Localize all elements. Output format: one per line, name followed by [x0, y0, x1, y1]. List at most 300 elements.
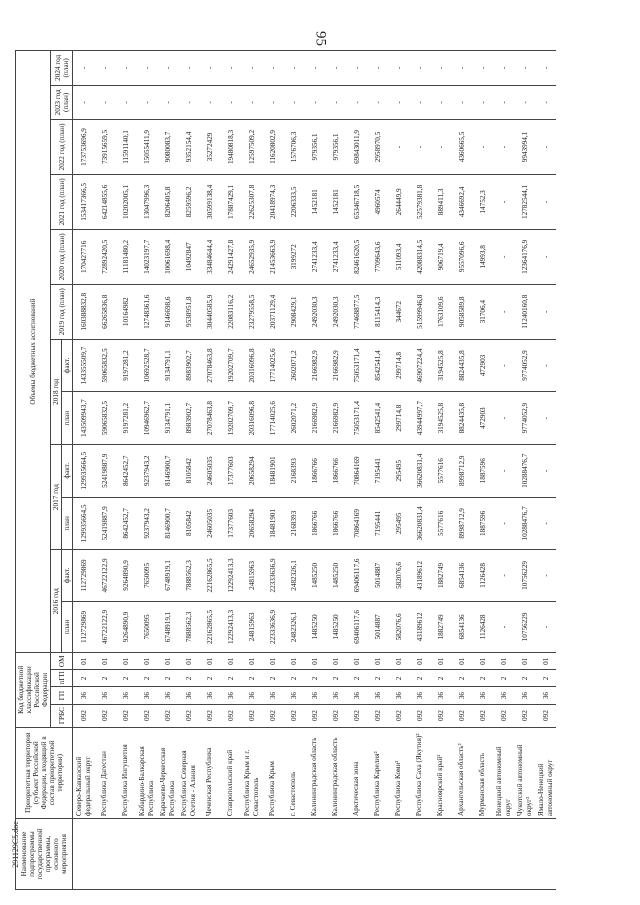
header-2018: 2018 год [51, 339, 62, 444]
cell-value: 10946962,7 [136, 392, 157, 445]
cell-program [157, 819, 178, 890]
cell-grbs: 092 [388, 704, 409, 727]
cell-value: 5014887 [367, 601, 388, 652]
cell-om: 01 [493, 653, 514, 670]
cell-value: 75053171,4 [346, 339, 367, 392]
cell-value: 21453663,9 [262, 229, 283, 284]
cell-territory: Ямало-Ненецкий автономный округ [535, 727, 556, 819]
cell-value: 24652935,9 [241, 229, 262, 284]
cell-gp: 36 [283, 687, 304, 704]
cell-value: 8146900,7 [157, 497, 178, 550]
header-2016: 2016 год [51, 550, 62, 653]
header-2016-plan: план [62, 601, 73, 652]
cell-pgp: 2 [472, 670, 493, 687]
document-id: 291129C5.doc [10, 821, 20, 868]
cell-program [241, 819, 262, 890]
cell-territory: Республика Северная Осетия - Алания [178, 727, 199, 819]
cell-value: 1866766 [304, 497, 325, 550]
cell-value: 59065832,5 [94, 392, 115, 445]
cell-value: 19480818,3 [220, 120, 241, 175]
cell-value: 46722122,9 [94, 601, 115, 652]
cell-pgp: 2 [220, 670, 241, 687]
cell-value: 1882749 [430, 601, 451, 652]
table-row [367, 51, 388, 890]
cell-value: 299714,8 [388, 339, 409, 392]
cell-value: 17714025,6 [262, 392, 283, 445]
cell-value: 70864169 [346, 497, 367, 550]
cell-pgp: 2 [304, 670, 325, 687]
cell-gp: 36 [178, 687, 199, 704]
cell-value: - [325, 85, 346, 119]
cell-value: 30599138,4 [199, 174, 220, 229]
cell-value: - [535, 601, 556, 652]
cell-value: - [136, 85, 157, 119]
cell-value: - [535, 85, 556, 119]
cell-value: 17887429,1 [220, 174, 241, 229]
cell-value: 979356,1 [325, 120, 346, 175]
cell-value: 2166982,9 [304, 339, 325, 392]
cell-value: 9774052,9 [514, 392, 535, 445]
header-2018-plan: план [62, 392, 73, 445]
cell-territory: Архангельская область² [451, 727, 472, 819]
cell-value: 472903 [472, 339, 493, 392]
header-2016-fact: факт. [62, 550, 73, 601]
cell-value: 1452181 [325, 174, 346, 229]
cell-value: 69843011,9 [346, 120, 367, 175]
cell-value: - [472, 120, 493, 175]
cell-value: 66265836,8 [94, 284, 115, 339]
cell-value: 18481901 [262, 497, 283, 550]
cell-value: 12597509,2 [241, 120, 262, 175]
cell-value: 17377603 [220, 444, 241, 497]
cell-value: 17714025,6 [262, 339, 283, 392]
cell-value: 511093,4 [388, 229, 409, 284]
cell-value: - [535, 497, 556, 550]
header-2023: 2023 год (план) [51, 85, 73, 119]
cell-pgp: 2 [262, 670, 283, 687]
cell-om: 01 [199, 653, 220, 670]
header-pgp: пГП [51, 670, 73, 687]
table-row [262, 51, 283, 890]
cell-value: 23279558,5 [241, 284, 262, 339]
cell-value: 30440585,9 [199, 284, 220, 339]
cell-value: 43189612 [409, 550, 430, 601]
cell-value: 143355509,7 [73, 339, 95, 392]
cell-value: 8998712,9 [451, 497, 472, 550]
cell-value: 20418974,3 [262, 174, 283, 229]
cell-om: 01 [535, 653, 556, 670]
cell-value: - [220, 85, 241, 119]
cell-value: 12292413,3 [220, 601, 241, 652]
cell-value: 10492847 [178, 229, 199, 284]
table-row [136, 51, 157, 890]
cell-value: 19202709,7 [220, 339, 241, 392]
cell-value: 582076,6 [388, 550, 409, 601]
cell-value: 33484644,4 [199, 229, 220, 284]
cell-value: 14752,3 [472, 174, 493, 229]
table-row [199, 51, 220, 890]
cell-value: 18481901 [262, 444, 283, 497]
cell-value: 1763109,6 [430, 284, 451, 339]
cell-value: 295495 [388, 497, 409, 550]
cell-om: 01 [451, 653, 472, 670]
cell-pgp: 2 [514, 670, 535, 687]
cell-value: - [115, 51, 136, 86]
cell-gp: 36 [262, 687, 283, 704]
cell-value: 160388832,8 [73, 284, 95, 339]
cell-value: 8983902,7 [178, 339, 199, 392]
cell-gp: 36 [220, 687, 241, 704]
cell-value: 9237943,2 [136, 497, 157, 550]
cell-value: - [493, 550, 514, 601]
cell-gp: 36 [472, 687, 493, 704]
cell-pgp: 2 [367, 670, 388, 687]
cell-value: 6748919,1 [157, 550, 178, 601]
cell-gp: 36 [73, 687, 95, 704]
cell-value: 2166982,9 [325, 392, 346, 445]
cell-value: - [304, 51, 325, 86]
header-2021: 2021 год (план) [51, 174, 73, 229]
cell-value: 20658294 [241, 497, 262, 550]
cell-program [493, 819, 514, 890]
cell-value: 43944997,7 [409, 392, 430, 445]
cell-program [514, 819, 535, 890]
cell-value: - [94, 85, 115, 119]
cell-value: 69406117,6 [346, 550, 367, 601]
header-grbs: ГРБС [51, 704, 73, 727]
table-row [472, 51, 493, 890]
cell-value: 7888562,3 [178, 601, 199, 652]
cell-value: 4960574 [367, 174, 388, 229]
cell-value: 582076,6 [388, 601, 409, 652]
cell-grbs: 092 [115, 704, 136, 727]
cell-value: 9146698,6 [157, 284, 178, 339]
cell-om: 01 [220, 653, 241, 670]
cell-gp: 36 [136, 687, 157, 704]
cell-om: 01 [472, 653, 493, 670]
cell-value: 73915659,5 [94, 120, 115, 175]
cell-value: 9943994,1 [514, 120, 535, 175]
cell-om: 01 [304, 653, 325, 670]
cell-value: 295495 [388, 444, 409, 497]
cell-value: 9237943,2 [136, 444, 157, 497]
cell-value: 1576706,3 [283, 120, 304, 175]
cell-value: - [241, 85, 262, 119]
cell-value: 11240160,8 [514, 284, 535, 339]
cell-gp: 36 [388, 687, 409, 704]
cell-value: 9264890,9 [115, 550, 136, 601]
cell-grbs: 092 [199, 704, 220, 727]
cell-value: - [430, 85, 451, 119]
cell-value: - [115, 85, 136, 119]
cell-value: - [493, 392, 514, 445]
cell-value: 10288476,7 [514, 497, 535, 550]
cell-pgp: 2 [73, 670, 95, 687]
cell-value: 170427716 [73, 229, 95, 284]
cell-grbs: 092 [262, 704, 283, 727]
cell-gp: 36 [430, 687, 451, 704]
cell-territory: Республика Дагестан [94, 727, 115, 819]
table-row [346, 51, 367, 890]
cell-value: 59065832,5 [94, 339, 115, 392]
cell-value: - [409, 85, 430, 119]
cell-om: 01 [409, 653, 430, 670]
cell-value: - [178, 85, 199, 119]
cell-om: 01 [430, 653, 451, 670]
cell-value: 52579381,8 [409, 174, 430, 229]
cell-value: 9134791,1 [157, 339, 178, 392]
cell-program [199, 819, 220, 890]
cell-value: 8115414,3 [367, 284, 388, 339]
cell-grbs: 092 [325, 704, 346, 727]
cell-value: - [283, 85, 304, 119]
cell-value: 8105842 [178, 444, 199, 497]
cell-gp: 36 [199, 687, 220, 704]
cell-program [262, 819, 283, 890]
cell-value: 24605035 [199, 444, 220, 497]
cell-pgp: 2 [178, 670, 199, 687]
cell-grbs: 092 [346, 704, 367, 727]
cell-grbs: 092 [493, 704, 514, 727]
cell-value: 27078463,8 [199, 392, 220, 445]
cell-value: - [367, 51, 388, 86]
cell-value: - [535, 229, 556, 284]
cell-value: 72892420,5 [94, 229, 115, 284]
cell-value: 8824435,8 [451, 392, 472, 445]
cell-value: 2482326,1 [283, 601, 304, 652]
cell-pgp: 2 [136, 670, 157, 687]
cell-value: 264449,9 [388, 174, 409, 229]
table-row [283, 51, 304, 890]
cell-value: 70864169 [346, 444, 367, 497]
cell-program [325, 819, 346, 890]
cell-om: 01 [388, 653, 409, 670]
cell-territory: Республика Карелия² [367, 727, 388, 819]
cell-value: 7195441 [367, 444, 388, 497]
cell-value: 65346718,5 [346, 174, 367, 229]
cell-value: - [535, 444, 556, 497]
cell-value: 2206333,5 [283, 174, 304, 229]
table-row [451, 51, 472, 890]
cell-value: - [409, 51, 430, 86]
header-program-name: Наименование подпрограммы государственной программы, основного мероприятия [16, 819, 73, 890]
cell-program [304, 819, 325, 890]
header-volumes: Объемы бюджетных ассигнований [16, 51, 51, 653]
cell-value: 143509943,7 [73, 392, 95, 445]
header-om: ОМ [51, 653, 73, 670]
cell-value: 2958970,5 [367, 120, 388, 175]
cell-value: - [220, 51, 241, 86]
cell-program [535, 819, 556, 890]
cell-value: 7650095 [136, 601, 157, 652]
cell-territory: Чукотский автономный округ² [514, 727, 535, 819]
cell-value: - [493, 444, 514, 497]
cell-value: 24815963 [241, 550, 262, 601]
cell-value: 12292413,3 [220, 550, 241, 601]
cell-value: 46907224,4 [409, 339, 430, 392]
cell-value: 112729869 [73, 601, 95, 652]
cell-value: - [451, 51, 472, 86]
cell-value: 14993,8 [472, 229, 493, 284]
cell-territory: Республика Саха (Якутия)² [409, 727, 430, 819]
cell-value: 19202709,7 [220, 392, 241, 445]
cell-program [409, 819, 430, 890]
cell-value: 9058589,8 [451, 284, 472, 339]
cell-value: 24605035 [199, 497, 220, 550]
cell-grbs: 092 [241, 704, 262, 727]
cell-value: - [73, 85, 95, 119]
cell-value: 20658294 [241, 444, 262, 497]
cell-gp: 36 [115, 687, 136, 704]
cell-om: 01 [73, 653, 95, 670]
table-row [73, 51, 95, 890]
cell-om: 01 [283, 653, 304, 670]
cell-value: - [178, 51, 199, 86]
cell-territory: Мурманская область [472, 727, 493, 819]
cell-value: 10756229 [514, 550, 535, 601]
cell-om: 01 [346, 653, 367, 670]
cell-value: - [388, 85, 409, 119]
cell-value: 2166982,9 [304, 392, 325, 445]
cell-value: 9080083,7 [157, 120, 178, 175]
cell-value: 10756229 [514, 601, 535, 652]
cell-grbs: 092 [514, 704, 535, 727]
cell-value: - [346, 85, 367, 119]
cell-value: 129935664,5 [73, 444, 95, 497]
cell-value: - [94, 51, 115, 86]
cell-gp: 36 [514, 687, 535, 704]
cell-value: - [262, 51, 283, 86]
cell-program [346, 819, 367, 890]
cell-om: 01 [136, 653, 157, 670]
cell-value: - [493, 601, 514, 652]
cell-om: 01 [325, 653, 346, 670]
cell-grbs: 092 [304, 704, 325, 727]
cell-value: 10288476,7 [514, 444, 535, 497]
cell-value: - [535, 339, 556, 392]
table-row [493, 51, 514, 890]
budget-table [15, 50, 556, 890]
cell-pgp: 2 [199, 670, 220, 687]
cell-pgp: 2 [94, 670, 115, 687]
cell-value: - [493, 85, 514, 119]
cell-value: 9197281,2 [115, 392, 136, 445]
cell-value: - [199, 85, 220, 119]
cell-value: 1882749 [430, 550, 451, 601]
cell-value: 14023197,7 [136, 229, 157, 284]
table-row [157, 51, 178, 890]
cell-grbs: 092 [472, 704, 493, 727]
table-row [178, 51, 199, 890]
cell-value: 2168393 [283, 444, 304, 497]
cell-pgp: 2 [346, 670, 367, 687]
cell-program [94, 819, 115, 890]
cell-value: 7650095 [136, 550, 157, 601]
cell-value: 31706,4 [472, 284, 493, 339]
cell-program [430, 819, 451, 890]
cell-value: - [493, 120, 514, 175]
cell-value: 15055411,9 [136, 120, 157, 175]
table-row [514, 51, 535, 890]
cell-grbs: 092 [94, 704, 115, 727]
cell-value: 8206405,8 [157, 174, 178, 229]
cell-value: 4360665,5 [451, 120, 472, 175]
cell-value: 6854136 [451, 550, 472, 601]
cell-grbs: 092 [178, 704, 199, 727]
cell-value: - [388, 120, 409, 175]
cell-value: - [157, 85, 178, 119]
header-2017-fact: факт. [62, 444, 73, 497]
cell-value: - [241, 51, 262, 86]
cell-value: 75053171,4 [346, 392, 367, 445]
cell-grbs: 092 [220, 704, 241, 727]
cell-program [220, 819, 241, 890]
cell-value: - [535, 284, 556, 339]
cell-value: 1485250 [325, 550, 346, 601]
cell-territory: Карачаево-Черкесская Республика [157, 727, 178, 819]
cell-value: - [388, 51, 409, 86]
cell-program [178, 819, 199, 890]
cell-value: 12782544,1 [514, 174, 535, 229]
cell-value: 11591140,1 [115, 120, 136, 175]
cell-value: - [325, 51, 346, 86]
cell-value: - [535, 550, 556, 601]
cell-value: - [493, 339, 514, 392]
cell-value: 12748361,6 [136, 284, 157, 339]
cell-value: - [367, 85, 388, 119]
cell-value: 22625307,8 [241, 174, 262, 229]
cell-territory: Калининградская область [304, 727, 325, 819]
cell-value: 52419887,9 [94, 444, 115, 497]
cell-value: - [304, 85, 325, 119]
header-budget-code: Код бюджетной классификации Российской Федерации [16, 653, 51, 727]
cell-value: 153417366,5 [73, 174, 95, 229]
cell-value: 472903 [472, 392, 493, 445]
table-row [409, 51, 430, 890]
cell-gp: 36 [94, 687, 115, 704]
cell-value: - [535, 120, 556, 175]
header-2024: 2024 год (план) [51, 51, 73, 86]
cell-value: 2492030,3 [304, 284, 325, 339]
cell-gp: 36 [451, 687, 472, 704]
cell-value: - [472, 51, 493, 86]
cell-value: 5014887 [367, 550, 388, 601]
cell-value: 344672 [388, 284, 409, 339]
cell-value: 1866766 [325, 444, 346, 497]
cell-value: - [514, 51, 535, 86]
cell-om: 01 [94, 653, 115, 670]
table-row [241, 51, 262, 890]
cell-value: 11620802,9 [262, 120, 283, 175]
cell-program [283, 819, 304, 890]
cell-territory: Ненецкий автономный округ [493, 727, 514, 819]
cell-value: 27078463,8 [199, 339, 220, 392]
cell-value: 299714,8 [388, 392, 409, 445]
cell-value: - [535, 51, 556, 86]
cell-pgp: 2 [157, 670, 178, 687]
cell-value: 2602071,2 [283, 392, 304, 445]
cell-territory: Красноярский край² [430, 727, 451, 819]
cell-gp: 36 [325, 687, 346, 704]
cell-value: 20316096,8 [241, 392, 262, 445]
cell-gp: 36 [367, 687, 388, 704]
cell-pgp: 2 [283, 670, 304, 687]
cell-value: 9352154,4 [178, 120, 199, 175]
cell-value: 8542541,4 [367, 392, 388, 445]
header-gp: ГП [51, 687, 73, 704]
cell-program [136, 819, 157, 890]
cell-program [451, 819, 472, 890]
